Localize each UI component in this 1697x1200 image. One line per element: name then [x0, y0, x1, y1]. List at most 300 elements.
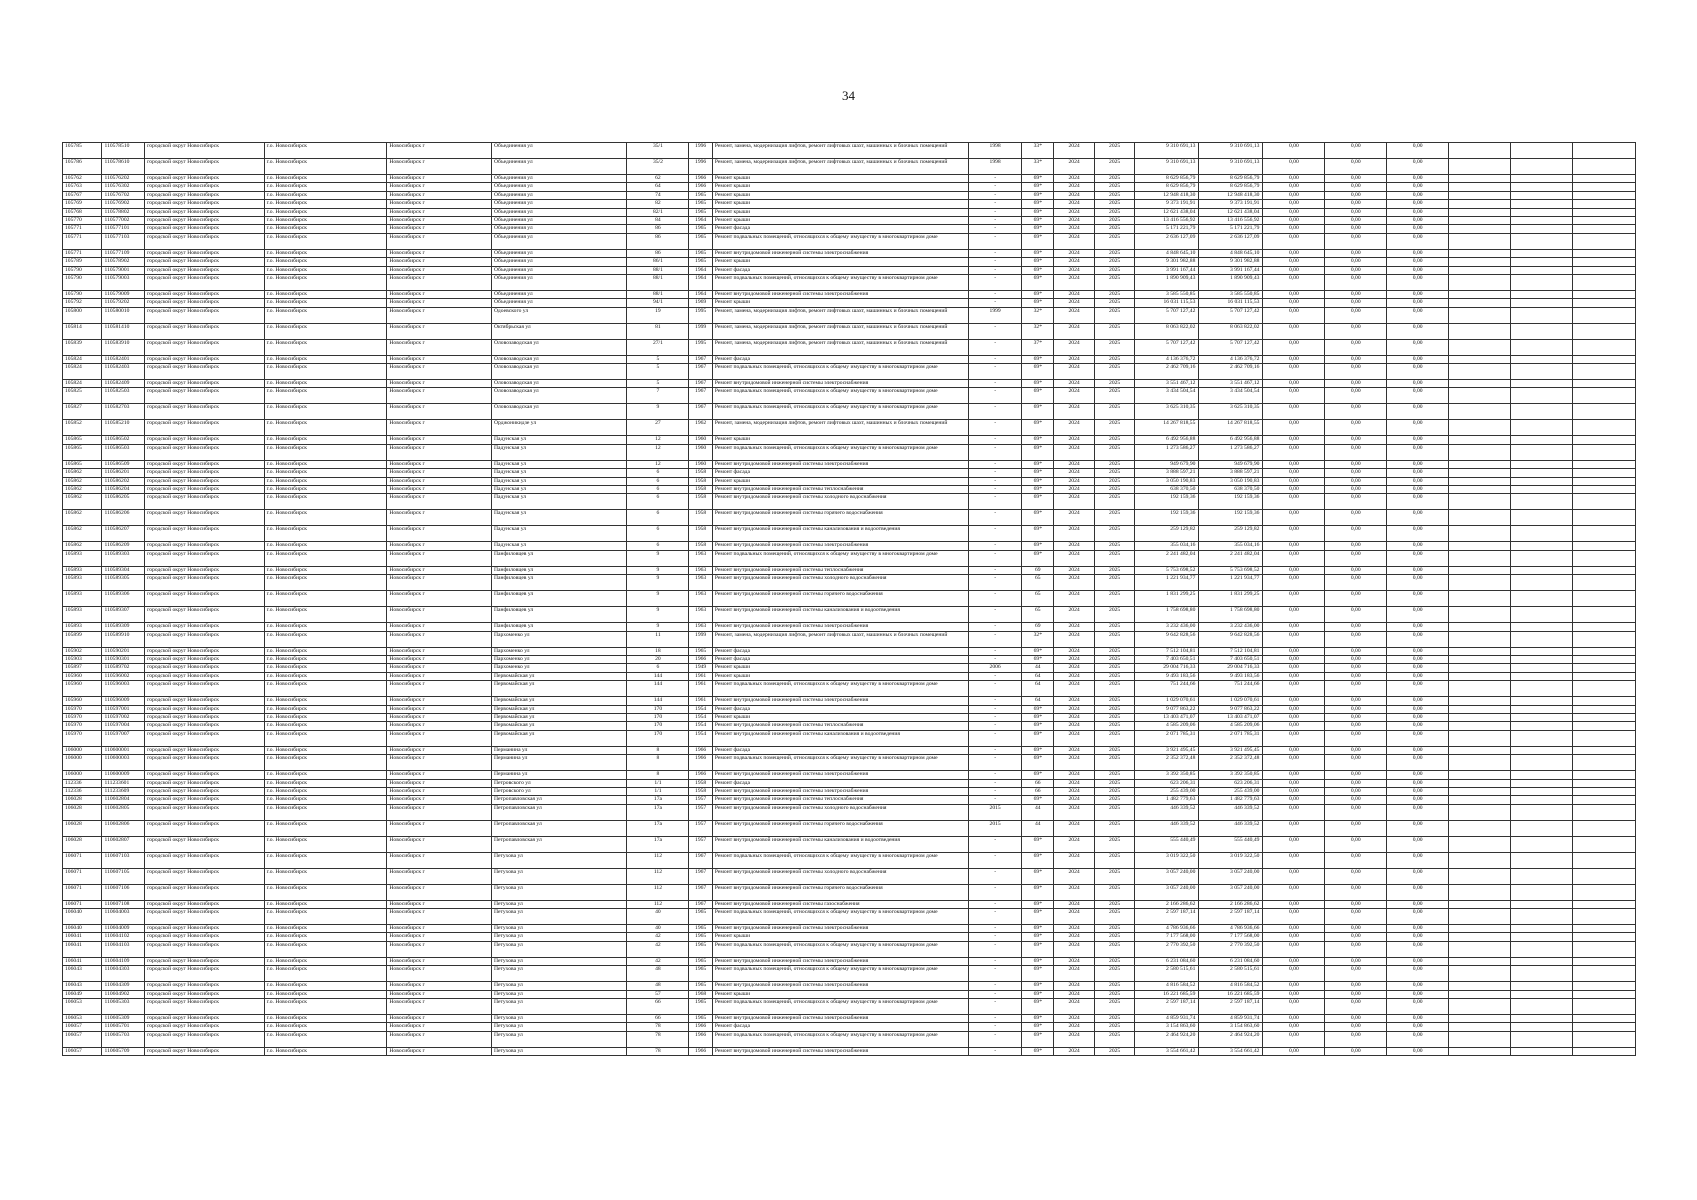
cell-budget-local: 0,00 [1387, 404, 1449, 420]
cell-start-year: 2024 [1054, 796, 1095, 804]
cell-budget-federal: 0,00 [1263, 274, 1325, 290]
cell-city: Новосибирск г [387, 631, 492, 647]
cell-build-year: 1965 [689, 933, 712, 941]
cell-work-type: Ремонт внутридомовой инженерной системы электроснабжения [712, 380, 968, 388]
cell-house-number: 82 [627, 200, 689, 208]
cell-settlement: г.о. Новосибирск [264, 672, 387, 680]
table-row [63, 494, 1636, 510]
cell-municipal-district: городской округ Новосибирск [145, 884, 265, 900]
cell-extra-2 [1510, 225, 1572, 233]
cell-settlement: г.о. Новосибирск [264, 623, 387, 631]
cell-house-id: 105903 [63, 655, 102, 663]
cell-extra-1 [1449, 982, 1511, 990]
cell-last-repair-year: - [968, 1031, 1021, 1047]
cell-wear-percent: 69* [1022, 957, 1054, 965]
cell-end-year: 2025 [1094, 631, 1135, 647]
cell-budget-regional: 0,00 [1325, 159, 1387, 175]
cell-city: Новосибирск г [387, 526, 492, 542]
cell-build-year: 1957 [689, 796, 712, 804]
cell-house-id: 106057 [63, 1047, 102, 1055]
cell-budget-regional: 0,00 [1325, 957, 1387, 965]
cell-work-type: Ремонт крыши [712, 191, 968, 199]
cell-wear-percent: 32* [1022, 631, 1054, 647]
table-row [63, 233, 1636, 249]
cell-last-repair-year: - [968, 746, 1021, 754]
cell-last-repair-year: - [968, 836, 1021, 852]
cell-extra-1 [1449, 631, 1511, 647]
cell-last-repair-year: - [968, 697, 1021, 705]
cell-budget-federal: 0,00 [1263, 486, 1325, 494]
cell-house-number: 11 [627, 631, 689, 647]
cell-work-code: 110605701 [102, 1023, 145, 1031]
cell-municipal-district: городской округ Новосибирск [145, 258, 265, 266]
cell-house-id: 106000 [63, 771, 102, 779]
cell-house-number: 17а [627, 796, 689, 804]
table-row [63, 820, 1636, 836]
cell-street: Петропавловская ул [491, 836, 627, 852]
cell-last-repair-year: - [968, 388, 1021, 404]
table-row [63, 339, 1636, 355]
cell-municipal-district: городской округ Новосибирск [145, 746, 265, 754]
cell-settlement: г.о. Новосибирск [264, 225, 387, 233]
cell-start-year: 2024 [1054, 494, 1095, 510]
cell-end-year: 2025 [1094, 868, 1135, 884]
cell-house-number: 9 [627, 550, 689, 566]
cell-extra-1 [1449, 1023, 1511, 1031]
cell-start-year: 2024 [1054, 672, 1095, 680]
cell-house-id: 106041 [63, 933, 102, 941]
cell-work-type: Ремонт внутридомовой инженерной системы газоснабжения [712, 900, 968, 908]
cell-budget-local: 0,00 [1387, 216, 1449, 224]
cell-street: Перманина ул [491, 746, 627, 754]
cell-work-type: Ремонт, замена, модернизация лифтов, ремонт лифтовых шахт, машинных и блочных помещений [712, 631, 968, 647]
cell-total-cost: 192 159,36 [1135, 494, 1199, 510]
cell-budget-federal: 0,00 [1263, 477, 1325, 485]
cell-budget-local: 0,00 [1387, 436, 1449, 444]
cell-start-year: 2024 [1054, 868, 1095, 884]
cell-street: Объединения ул [491, 159, 627, 175]
cell-start-year: 2024 [1054, 183, 1095, 191]
cell-start-year: 2024 [1054, 755, 1095, 771]
cell-wear-percent: 69* [1022, 884, 1054, 900]
cell-end-year: 2025 [1094, 957, 1135, 965]
cell-budget-local: 0,00 [1387, 388, 1449, 404]
cell-work-code: 110600009 [102, 771, 145, 779]
cell-total-cost: 1 758 698,80 [1135, 607, 1199, 623]
cell-work-code: 110597004 [102, 722, 145, 730]
cell-extra-2 [1510, 623, 1572, 631]
cell-house-id: 105893 [63, 607, 102, 623]
cell-fund-cost: 2 597 187,14 [1199, 999, 1263, 1015]
cell-house-id: 105767 [63, 191, 102, 199]
table-row [63, 713, 1636, 721]
cell-build-year: 1965 [689, 249, 712, 257]
cell-budget-regional: 0,00 [1325, 143, 1387, 159]
cell-end-year: 2025 [1094, 258, 1135, 266]
cell-end-year: 2025 [1094, 672, 1135, 680]
cell-work-code: 110600003 [102, 755, 145, 771]
cell-end-year: 2025 [1094, 575, 1135, 591]
cell-street: Петухова ул [491, 1047, 627, 1055]
cell-budget-federal: 0,00 [1263, 183, 1325, 191]
cell-fund-cost: 2 166 286,62 [1199, 900, 1263, 908]
cell-budget-federal: 0,00 [1263, 542, 1325, 550]
table-row [63, 1015, 1636, 1023]
cell-budget-federal: 0,00 [1263, 364, 1325, 380]
cell-fund-cost: 949 679,90 [1199, 460, 1263, 468]
cell-municipal-district: городской округ Новосибирск [145, 510, 265, 526]
cell-municipal-district: городской округ Новосибирск [145, 957, 265, 965]
cell-city: Новосибирск г [387, 469, 492, 477]
cell-end-year: 2025 [1094, 713, 1135, 721]
cell-build-year: 1962 [689, 420, 712, 436]
cell-total-cost: 446 339,52 [1135, 820, 1199, 836]
cell-work-code: 110604109 [102, 957, 145, 965]
cell-budget-regional: 0,00 [1325, 233, 1387, 249]
cell-wear-percent: 69* [1022, 966, 1054, 982]
cell-total-cost: 5 707 127,42 [1135, 339, 1199, 355]
cell-fund-cost: 1 890 909,43 [1199, 274, 1263, 290]
cell-house-id: 106057 [63, 1031, 102, 1047]
cell-extra-2 [1510, 233, 1572, 249]
cell-street: Падунская ул [491, 510, 627, 526]
cell-house-number: 6 [627, 542, 689, 550]
cell-budget-regional: 0,00 [1325, 868, 1387, 884]
cell-municipal-district: городской округ Новосибирск [145, 444, 265, 460]
cell-fund-cost: 623 206,31 [1199, 779, 1263, 787]
cell-fund-cost: 8 629 856,79 [1199, 175, 1263, 183]
cell-settlement: г.о. Новосибирск [264, 494, 387, 510]
cell-total-cost: 3 921 495,45 [1135, 746, 1199, 754]
cell-wear-percent: 44 [1022, 804, 1054, 820]
cell-budget-regional: 0,00 [1325, 779, 1387, 787]
cell-extra-1 [1449, 647, 1511, 655]
cell-wear-percent: 64 [1022, 681, 1054, 697]
table-row [63, 388, 1636, 404]
table-row [63, 404, 1636, 420]
cell-build-year: 1965 [689, 999, 712, 1015]
cell-wear-percent: 69* [1022, 258, 1054, 266]
table-row [63, 1031, 1636, 1047]
cell-city: Новосибирск г [387, 208, 492, 216]
table-row [63, 664, 1636, 672]
cell-settlement: г.о. Новосибирск [264, 469, 387, 477]
cell-budget-local: 0,00 [1387, 469, 1449, 477]
cell-extra-3 [1572, 591, 1635, 607]
cell-start-year: 2024 [1054, 208, 1095, 216]
cell-wear-percent: 69* [1022, 380, 1054, 388]
cell-fund-cost: 1 029 070,61 [1199, 697, 1263, 705]
cell-street: Падунская ул [491, 486, 627, 494]
cell-fund-cost: 8 629 856,79 [1199, 183, 1263, 191]
cell-house-number: 6 [627, 477, 689, 485]
cell-extra-3 [1572, 183, 1635, 191]
cell-house-number: 27/1 [627, 339, 689, 355]
cell-extra-1 [1449, 404, 1511, 420]
cell-last-repair-year: - [968, 208, 1021, 216]
cell-start-year: 2024 [1054, 290, 1095, 298]
cell-start-year: 2024 [1054, 655, 1095, 663]
cell-build-year: 1996 [689, 143, 712, 159]
cell-fund-cost: 3 434 504,54 [1199, 388, 1263, 404]
cell-end-year: 2025 [1094, 460, 1135, 468]
cell-extra-3 [1572, 631, 1635, 647]
cell-wear-percent: 69* [1022, 1047, 1054, 1055]
cell-budget-federal: 0,00 [1263, 444, 1325, 460]
cell-wear-percent: 33* [1022, 143, 1054, 159]
cell-extra-3 [1572, 388, 1635, 404]
cell-extra-3 [1572, 900, 1635, 908]
cell-budget-federal: 0,00 [1263, 933, 1325, 941]
table-row [63, 526, 1636, 542]
cell-wear-percent: 69 [1022, 623, 1054, 631]
cell-fund-cost: 255 439,00 [1199, 787, 1263, 795]
cell-budget-local: 0,00 [1387, 323, 1449, 339]
cell-budget-regional: 0,00 [1325, 787, 1387, 795]
cell-extra-1 [1449, 575, 1511, 591]
cell-wear-percent: 69* [1022, 655, 1054, 663]
cell-extra-1 [1449, 258, 1511, 266]
cell-end-year: 2025 [1094, 388, 1135, 404]
cell-settlement: г.о. Новосибирск [264, 787, 387, 795]
cell-municipal-district: городской округ Новосибирск [145, 542, 265, 550]
cell-wear-percent: 69* [1022, 982, 1054, 990]
cell-settlement: г.о. Новосибирск [264, 380, 387, 388]
cell-wear-percent: 69* [1022, 1023, 1054, 1031]
cell-settlement: г.о. Новосибирск [264, 941, 387, 957]
table-row [63, 290, 1636, 298]
cell-municipal-district: городской округ Новосибирск [145, 925, 265, 933]
cell-end-year: 2025 [1094, 836, 1135, 852]
cell-settlement: г.о. Новосибирск [264, 681, 387, 697]
cell-work-type: Ремонт внутридомовой инженерной системы электроснабжения [712, 1047, 968, 1055]
cell-budget-federal: 0,00 [1263, 713, 1325, 721]
cell-city: Новосибирск г [387, 705, 492, 713]
cell-extra-2 [1510, 591, 1572, 607]
cell-extra-1 [1449, 526, 1511, 542]
cell-extra-2 [1510, 444, 1572, 460]
cell-budget-local: 0,00 [1387, 607, 1449, 623]
cell-fund-cost: 1 482 779,63 [1199, 796, 1263, 804]
cell-budget-federal: 0,00 [1263, 526, 1325, 542]
cell-extra-2 [1510, 672, 1572, 680]
cell-work-type: Ремонт внутридомовой инженерной системы теплоснабжения [712, 486, 968, 494]
cell-total-cost: 3 050 190,83 [1135, 477, 1199, 485]
cell-total-cost: 2 580 515,61 [1135, 966, 1199, 982]
cell-extra-3 [1572, 852, 1635, 868]
cell-start-year: 2024 [1054, 836, 1095, 852]
cell-last-repair-year: - [968, 274, 1021, 290]
cell-extra-3 [1572, 746, 1635, 754]
cell-work-type: Ремонт внутридомовой инженерной системы электроснабжения [712, 697, 968, 705]
cell-house-number: 81 [627, 323, 689, 339]
cell-total-cost: 7 177 568,00 [1135, 933, 1199, 941]
cell-work-code: 111233609 [102, 787, 145, 795]
cell-municipal-district: городской округ Новосибирск [145, 1023, 265, 1031]
cell-last-repair-year: - [968, 575, 1021, 591]
cell-house-id: 106049 [63, 990, 102, 998]
cell-total-cost: 5 753 698,52 [1135, 566, 1199, 574]
cell-end-year: 2025 [1094, 647, 1135, 655]
cell-wear-percent: 69* [1022, 925, 1054, 933]
cell-last-repair-year: - [968, 591, 1021, 607]
cell-city: Новосибирск г [387, 933, 492, 941]
cell-start-year: 2024 [1054, 469, 1095, 477]
cell-extra-3 [1572, 550, 1635, 566]
cell-total-cost: 446 339,52 [1135, 804, 1199, 820]
cell-work-type: Ремонт внутридомовой инженерной системы горячего водоснабжения [712, 884, 968, 900]
cell-budget-federal: 0,00 [1263, 647, 1325, 655]
cell-extra-3 [1572, 990, 1635, 998]
cell-wear-percent: 69* [1022, 836, 1054, 852]
cell-fund-cost: 2 464 924,20 [1199, 1031, 1263, 1047]
cell-extra-1 [1449, 542, 1511, 550]
cell-street: Объединения ул [491, 249, 627, 257]
cell-last-repair-year: - [968, 404, 1021, 420]
cell-budget-regional: 0,00 [1325, 364, 1387, 380]
table-row [63, 884, 1636, 900]
cell-extra-3 [1572, 697, 1635, 705]
cell-fund-cost: 7 403 650,51 [1199, 655, 1263, 663]
cell-house-number: 88/1 [627, 266, 689, 274]
cell-street: Петухова ул [491, 982, 627, 990]
cell-settlement: г.о. Новосибирск [264, 258, 387, 266]
cell-wear-percent: 69* [1022, 266, 1054, 274]
cell-start-year: 2024 [1054, 477, 1095, 485]
cell-work-type: Ремонт подвальных помещений, относящихся к общему имуществу в многоквартирном доме [712, 444, 968, 460]
cell-total-cost: 4 859 931,74 [1135, 1015, 1199, 1023]
cell-last-repair-year: - [968, 299, 1021, 307]
cell-extra-2 [1510, 1015, 1572, 1023]
cell-extra-2 [1510, 364, 1572, 380]
cell-house-id: 105785 [63, 143, 102, 159]
table-row [63, 591, 1636, 607]
cell-work-type: Ремонт внутридомовой инженерной системы электроснабжения [712, 982, 968, 990]
cell-build-year: 1960 [689, 460, 712, 468]
cell-work-type: Ремонт внутридомовой инженерной системы электроснабжения [712, 957, 968, 965]
cell-budget-federal: 0,00 [1263, 804, 1325, 820]
cell-street: Петухова ул [491, 884, 627, 900]
cell-budget-regional: 0,00 [1325, 999, 1387, 1015]
cell-build-year: 1965 [689, 909, 712, 925]
cell-house-id: 105762 [63, 175, 102, 183]
cell-settlement: г.о. Новосибирск [264, 631, 387, 647]
cell-street: Петухова ул [491, 1015, 627, 1023]
cell-build-year: 1954 [689, 722, 712, 730]
cell-budget-local: 0,00 [1387, 355, 1449, 363]
cell-house-id: 106040 [63, 909, 102, 925]
cell-house-id: 105899 [63, 631, 102, 647]
cell-fund-cost: 3 921 495,45 [1199, 746, 1263, 754]
cell-house-number: 112 [627, 884, 689, 900]
cell-extra-1 [1449, 299, 1511, 307]
cell-last-repair-year: - [968, 623, 1021, 631]
cell-fund-cost: 12 621 438,04 [1199, 208, 1263, 216]
table-row [63, 1023, 1636, 1031]
cell-last-repair-year: - [968, 486, 1021, 494]
cell-extra-3 [1572, 510, 1635, 526]
cell-house-number: 48 [627, 982, 689, 990]
cell-wear-percent: 69* [1022, 460, 1054, 468]
table-row [63, 804, 1636, 820]
cell-street: Оловозаводская ул [491, 339, 627, 355]
cell-budget-local: 0,00 [1387, 779, 1449, 787]
cell-budget-federal: 0,00 [1263, 1023, 1325, 1031]
cell-house-number: 6 [627, 486, 689, 494]
cell-municipal-district: городской округ Новосибирск [145, 672, 265, 680]
cell-budget-regional: 0,00 [1325, 477, 1387, 485]
cell-house-number: 170 [627, 705, 689, 713]
cell-budget-federal: 0,00 [1263, 655, 1325, 663]
cell-extra-3 [1572, 999, 1635, 1015]
cell-fund-cost: 2 636 127,09 [1199, 233, 1263, 249]
cell-city: Новосибирск г [387, 681, 492, 697]
cell-end-year: 2025 [1094, 779, 1135, 787]
cell-budget-local: 0,00 [1387, 258, 1449, 266]
cell-fund-cost: 446 339,52 [1199, 820, 1263, 836]
cell-fund-cost: 2 462 709,16 [1199, 364, 1263, 380]
cell-last-repair-year: - [968, 755, 1021, 771]
cell-work-type: Ремонт внутридомовой инженерной системы теплоснабжения [712, 722, 968, 730]
cell-extra-3 [1572, 1023, 1635, 1031]
cell-extra-2 [1510, 290, 1572, 298]
cell-end-year: 2025 [1094, 722, 1135, 730]
cell-municipal-district: городской округ Новосибирск [145, 820, 265, 836]
cell-budget-regional: 0,00 [1325, 404, 1387, 420]
cell-start-year: 2024 [1054, 787, 1095, 795]
cell-street: Петухова ул [491, 1023, 627, 1031]
cell-budget-federal: 0,00 [1263, 323, 1325, 339]
cell-house-id: 105771 [63, 249, 102, 257]
cell-house-number: 42 [627, 957, 689, 965]
cell-fund-cost: 5 707 127,42 [1199, 307, 1263, 323]
cell-extra-3 [1572, 755, 1635, 771]
cell-budget-regional: 0,00 [1325, 941, 1387, 957]
cell-budget-regional: 0,00 [1325, 1047, 1387, 1055]
cell-budget-local: 0,00 [1387, 486, 1449, 494]
cell-house-number: 144 [627, 672, 689, 680]
cell-extra-3 [1572, 323, 1635, 339]
cell-extra-1 [1449, 607, 1511, 623]
cell-extra-2 [1510, 1023, 1572, 1031]
cell-house-number: 84 [627, 216, 689, 224]
cell-build-year: 1954 [689, 730, 712, 746]
cell-fund-cost: 355 034,16 [1199, 542, 1263, 550]
cell-work-type: Ремонт подвальных помещений, относящихся к общему имуществу в многоквартирном доме [712, 1031, 968, 1047]
cell-last-repair-year: - [968, 933, 1021, 941]
cell-fund-cost: 3 585 550,85 [1199, 290, 1263, 298]
cell-house-number: 62 [627, 175, 689, 183]
cell-city: Новосибирск г [387, 672, 492, 680]
cell-start-year: 2024 [1054, 216, 1095, 224]
table-row [63, 542, 1636, 550]
cell-extra-2 [1510, 941, 1572, 957]
cell-budget-local: 0,00 [1387, 999, 1449, 1015]
cell-work-type: Ремонт внутридомовой инженерной системы канализования и водоотведения [712, 526, 968, 542]
cell-city: Новосибирск г [387, 900, 492, 908]
cell-house-number: 74 [627, 191, 689, 199]
cell-city: Новосибирск г [387, 796, 492, 804]
cell-build-year: 1965 [689, 258, 712, 266]
cell-extra-2 [1510, 852, 1572, 868]
cell-street: Объединения ул [491, 299, 627, 307]
cell-extra-2 [1510, 143, 1572, 159]
cell-budget-regional: 0,00 [1325, 681, 1387, 697]
cell-street: Петухова ул [491, 868, 627, 884]
cell-settlement: г.о. Новосибирск [264, 836, 387, 852]
cell-budget-local: 0,00 [1387, 722, 1449, 730]
table-row [63, 607, 1636, 623]
